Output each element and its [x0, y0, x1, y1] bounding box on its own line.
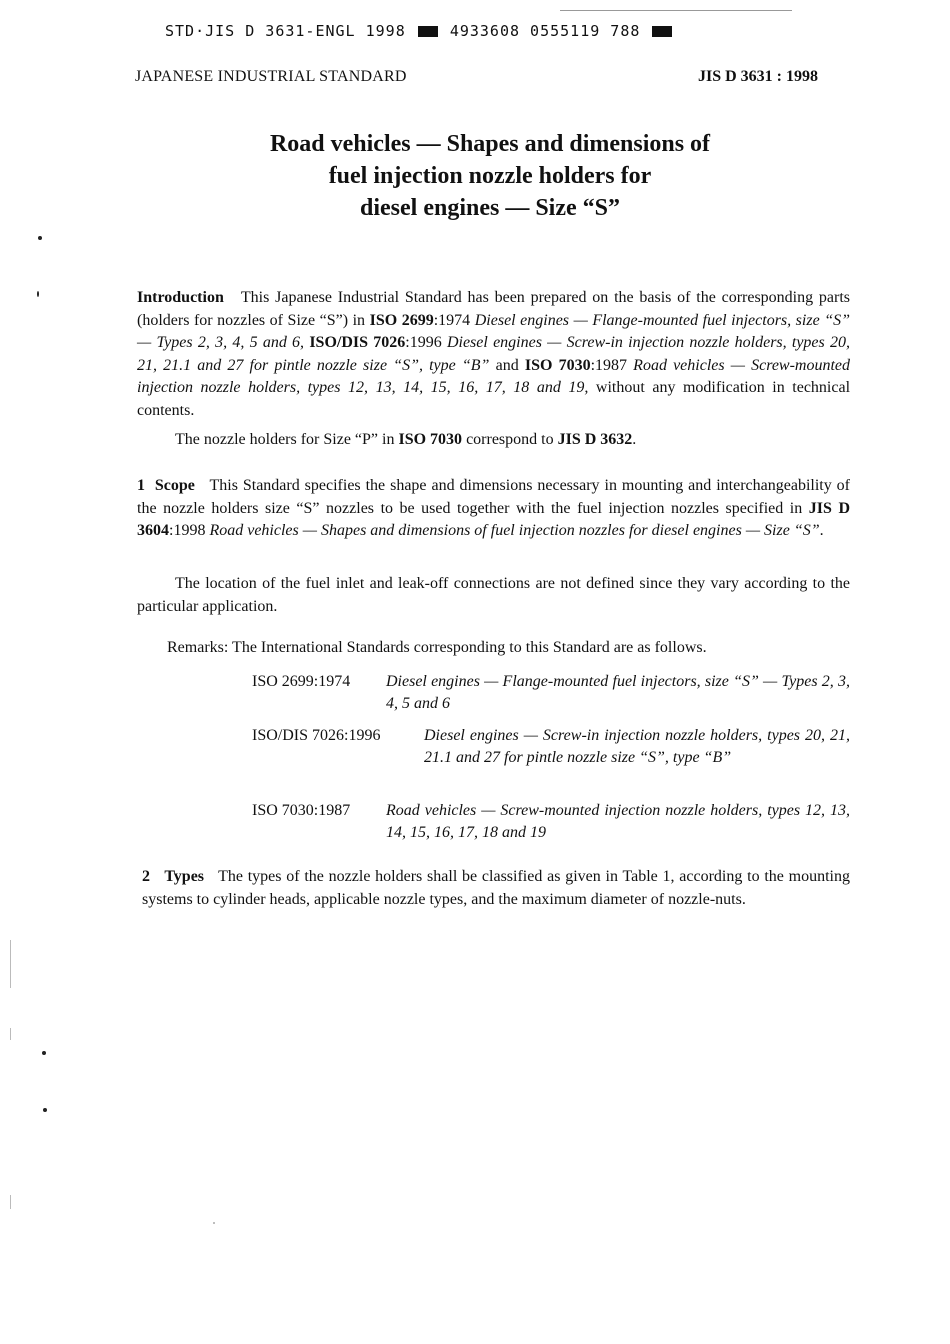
scope-number: 1: [137, 477, 145, 494]
introduction-heading: Introduction: [137, 289, 224, 306]
scope-ref-title: Road vehicles — Shapes and dimensions of fuel injection nozzles for diesel engines — Size “S”: [209, 522, 820, 539]
intro-ref1-year: :1974: [433, 311, 471, 329]
remarks-item-title: Road vehicles — Screw-mounted injection nozzle holders, types 12, 13, 14, 15, 16, 17, 18 and 19: [386, 802, 850, 841]
scan-speck: [37, 291, 39, 297]
scan-block-mark: [652, 26, 672, 37]
intro-ref1-code: ISO 2699: [369, 311, 434, 329]
title-line-1: Road vehicles — Shapes and dimensions of: [269, 131, 711, 157]
scan-header: [165, 22, 674, 40]
scan-header-part2: 4933608 0555119 788: [449, 22, 641, 40]
header-standard-name: JAPANESE INDUSTRIAL STANDARD: [135, 68, 407, 85]
scope-paragraph-2: The location of the fuel inlet and leak-off connections are not defined since they vary according to the particular application.: [137, 575, 850, 615]
types-text: The types of the nozzle holders shall be classified as given in Table 1, according to the mounting systems to cylinder heads, applicable nozzle types, and the maximum diameter of nozzle-nuts.: [142, 868, 851, 908]
scan-margin-line: [10, 1195, 11, 1209]
scan-margin-line: [10, 1028, 11, 1040]
scan-margin-line: [10, 940, 11, 988]
scope-text-2: .: [819, 522, 824, 539]
scan-speck: [213, 1222, 215, 1224]
title-line-2: fuel injection nozzle holders for: [328, 163, 652, 189]
scan-speck: [43, 1108, 47, 1112]
scope-ref-code: JIS D 3604: [137, 499, 851, 539]
scan-speck: [38, 236, 42, 240]
remarks-text: The International Standards corresponding to this Standard are as follows.: [232, 639, 707, 656]
remarks-item-title: Diesel engines — Flange-mounted fuel injectors, size “S” — Types 2, 3, 4, 5 and 6: [386, 673, 850, 712]
remarks-item: [252, 800, 850, 844]
scan-header-part1: STD·JIS D 3631-ENGL 1998: [165, 22, 406, 40]
intro-text-1: This Japanese Industrial Standard has been prepared on the basis of the corresponding parts (holders for nozzles of Size “S”) in: [137, 289, 851, 329]
intro-ref3-year: :1987: [590, 356, 628, 374]
remarks-label: Remarks:: [167, 639, 229, 656]
intro-ref2-title: Diesel engines — Screw-in injection nozzle holders, types 20, 21, 21.1 and 27 for pintle nozzle size “S”, type “B”: [137, 334, 851, 374]
intro-ref1-title: Diesel engines — Flange-mounted fuel injectors, size “S” — Types 2, 3, 4, 5 and 6,: [137, 311, 851, 351]
remarks-item-code: ISO 2699:1974: [252, 673, 351, 690]
intro-ref3-code: ISO 7030: [524, 356, 591, 374]
document-title: [190, 128, 790, 224]
remarks-item-title: Diesel engines — Screw-in injection nozzle holders, types 20, 21, 21.1 and 27 for pintle nozzle size “S”, type “B”: [424, 727, 850, 766]
types-number: 2: [142, 868, 150, 885]
intro-ref2-code: ISO/DIS 7026: [309, 334, 406, 351]
remarks-item-code: ISO 7030:1987: [252, 802, 351, 819]
remarks-item-code: ISO/DIS 7026:1996: [252, 727, 381, 744]
intro-p2-text-a: The nozzle holders for Size “P” in: [175, 431, 395, 448]
intro-ref2-year: :1996: [405, 334, 442, 351]
remarks-line: [167, 639, 707, 657]
title-line-3: diesel engines — Size “S”: [359, 195, 620, 221]
intro-ref3-title: Road vehicles — Screw-mounted injection nozzle holders, types 12, 13, 14, 15, 16, 17, 18 and 19,: [137, 356, 851, 396]
types-heading: Types: [164, 868, 205, 885]
scan-block-mark: [418, 26, 438, 37]
scan-speck: [42, 1051, 46, 1055]
intro-text-3: without any modification in technical contents.: [137, 379, 851, 419]
introduction-paragraph: [137, 287, 850, 422]
intro-p2-text-b: correspond to: [466, 431, 554, 448]
header-standard-number: JIS D 3631 : 1998: [698, 68, 819, 85]
intro-p2-code-1: ISO 7030: [398, 431, 463, 448]
remarks-item: [252, 725, 850, 769]
types-paragraph: [142, 866, 850, 911]
intro-p2-text-c: .: [632, 431, 637, 448]
scope-ref-year: :1998: [169, 522, 206, 539]
intro-p2-code-2: JIS D 3632: [557, 431, 633, 448]
scope-paragraph: [137, 475, 850, 543]
scan-top-rule: [560, 10, 792, 11]
intro-text-2: and: [495, 356, 519, 374]
remarks-item: [252, 671, 850, 715]
scope-text-1: This Standard specifies the shape and dimensions necessary in mounting and interchangeability of the nozzle holders size “S” nozzles to be used together with the fuel injection nozzles specified in: [137, 477, 851, 517]
introduction-paragraph-2: [175, 429, 850, 452]
scope-heading: Scope: [154, 477, 195, 494]
